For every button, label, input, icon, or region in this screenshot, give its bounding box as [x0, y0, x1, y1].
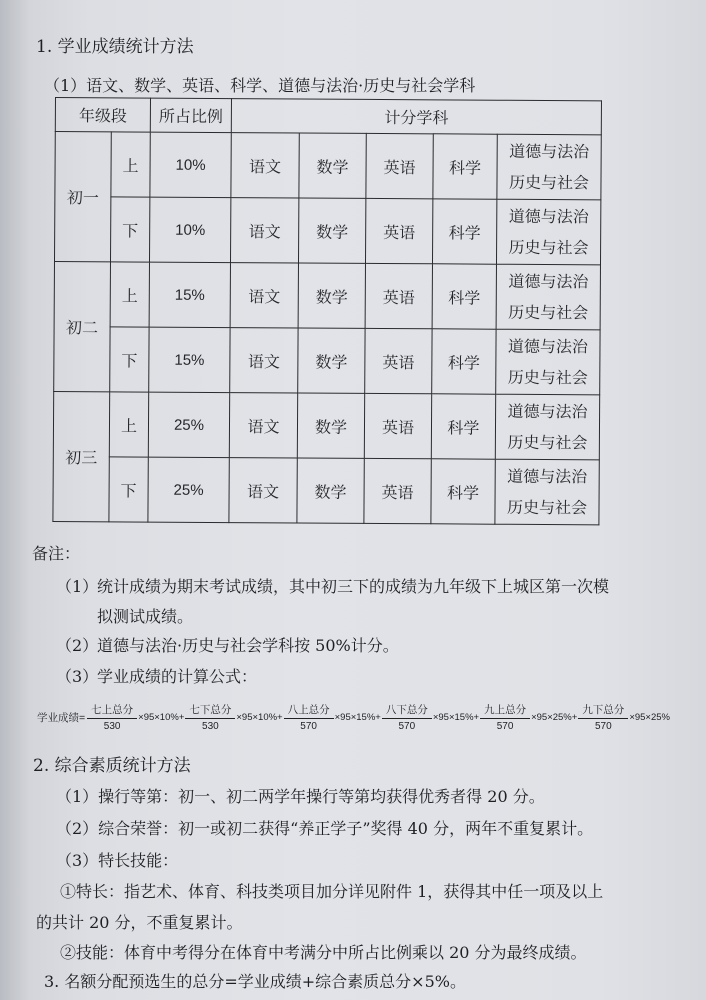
table-row — [53, 456, 599, 524]
note-2-num: （2） — [56, 636, 99, 655]
combined-subject-cell — [495, 459, 599, 525]
semester-cell: 上 — [109, 392, 148, 457]
subject-cell: 英语 — [365, 198, 432, 263]
numerator: 九上总分 — [480, 702, 530, 719]
note-1-line2: 拟测试成绩。 — [97, 607, 194, 626]
header-grade: 年级段 — [55, 98, 150, 133]
combined-line1: 道德与法治 — [507, 466, 588, 487]
ratio-cell: 25% — [148, 457, 229, 522]
combined-line2: 历史与社会 — [506, 497, 588, 518]
subject-cell: 科学 — [433, 134, 497, 199]
multiplier: ×95×15%+ — [432, 711, 480, 723]
grade-cell: 初三 — [53, 391, 110, 521]
semester-cell: 下 — [110, 327, 149, 392]
subject-cell: 英语 — [366, 133, 433, 198]
multiplier: ×95×25% — [629, 711, 670, 723]
ratio-cell: 15% — [149, 262, 230, 327]
combined-line1: 道德与法治 — [508, 271, 589, 292]
multiplier: ×95×15%+ — [334, 711, 381, 723]
table-row — [54, 326, 600, 394]
subject-cell: 数学 — [297, 393, 364, 458]
subject-cell: 英语 — [364, 393, 431, 458]
note-3-num: （3） — [56, 667, 99, 686]
subject-cell: 英语 — [364, 458, 431, 523]
numerator: 九下总分 — [578, 702, 628, 719]
grade-cell: 初二 — [54, 262, 111, 392]
combined-line1: 道德与法治 — [507, 401, 588, 422]
note-2-line1: 道德与法治·历史与社会学科按 50%计分。 — [97, 636, 399, 655]
table-row — [54, 197, 600, 265]
section2-item-1: （1）操行等第：初一、初二两学年操行等第均获得优秀者得 20 分。 — [56, 787, 545, 806]
numerator: 八上总分 — [284, 702, 334, 719]
ratio-cell: 15% — [149, 327, 230, 392]
combined-subject-cell — [496, 264, 600, 330]
multiplier: ×95×10%+ — [236, 711, 283, 723]
semester-cell: 下 — [110, 197, 149, 262]
table-row — [54, 262, 600, 330]
fraction — [284, 702, 334, 732]
subject-cell: 英语 — [365, 263, 432, 328]
fraction — [480, 702, 530, 732]
subject-cell: 英语 — [365, 328, 432, 393]
combined-subject-cell — [495, 394, 599, 460]
note-3-line1: 学业成绩的计算公式： — [97, 667, 258, 686]
subject-cell: 数学 — [298, 328, 365, 393]
ratio-cell: 10% — [149, 197, 230, 262]
notes-label: 备注： — [32, 544, 81, 563]
combined-subject-cell — [497, 134, 601, 200]
skill-line: ②技能：体育中考得分在体育中考满分中所占比例乘以 20 分为最终成绩。 — [60, 943, 587, 962]
subject-cell: 科学 — [432, 329, 496, 394]
subject-cell: 科学 — [431, 459, 495, 524]
formula-lhs: 学业成绩= — [37, 711, 86, 724]
numerator: 八下总分 — [382, 702, 432, 719]
specialty-line2: 的共计 20 分，不重复累计。 — [36, 913, 243, 932]
subject-cell: 科学 — [431, 394, 495, 459]
denominator: 570 — [496, 721, 514, 732]
denominator: 570 — [300, 721, 317, 732]
note-1-num: （1） — [56, 577, 99, 596]
semester-cell: 上 — [110, 262, 149, 327]
combined-line1: 道德与法治 — [509, 141, 590, 162]
fraction — [185, 702, 235, 732]
combined-subject-cell — [496, 199, 600, 265]
combined-line2: 历史与社会 — [507, 432, 588, 453]
subject-cell: 语文 — [229, 393, 297, 458]
score-weight-table — [52, 97, 602, 525]
combined-subject-cell — [496, 329, 600, 395]
multiplier: ×95×10%+ — [138, 711, 185, 723]
subject-cell: 科学 — [432, 199, 496, 264]
table-row — [55, 132, 601, 200]
header-ratio: 所占比例 — [150, 98, 231, 132]
semester-cell: 上 — [111, 132, 150, 197]
subject-cell: 科学 — [432, 264, 496, 329]
fraction — [87, 702, 137, 732]
subject-cell: 数学 — [298, 198, 365, 263]
fraction — [382, 702, 432, 732]
numerator: 七上总分 — [87, 702, 137, 719]
subject-cell: 数学 — [297, 458, 364, 523]
combined-line2: 历史与社会 — [508, 172, 590, 193]
section3-title: 3. 名额分配预选生的总分=学业成绩+综合素质总分×5%。 — [44, 972, 466, 991]
subject-cell: 语文 — [231, 133, 299, 198]
denominator: 570 — [594, 721, 612, 732]
section2-item-2: （2）综合荣誉：初一或初二获得“养正学子”奖得 40 分，两年不重复累计。 — [56, 819, 594, 838]
denominator: 570 — [398, 721, 416, 732]
ratio-cell: 25% — [148, 392, 229, 457]
numerator: 七下总分 — [185, 702, 235, 719]
specialty-line1: ①特长：指艺术、体育、科技类项目加分详见附件 1，获得其中任一项及以上 — [60, 882, 604, 901]
semester-cell: 下 — [109, 457, 148, 522]
table-row — [53, 391, 599, 459]
denominator: 530 — [103, 721, 121, 732]
combined-line1: 道德与法治 — [508, 206, 589, 227]
multiplier: ×95×25%+ — [531, 711, 578, 723]
academic-score-formula — [37, 702, 670, 732]
section2-item-3: （3）特长技能： — [56, 851, 179, 870]
subject-cell: 语文 — [230, 328, 298, 393]
fraction — [578, 702, 628, 732]
combined-line1: 道德与法治 — [507, 336, 589, 357]
subject-cell: 语文 — [229, 458, 297, 523]
section1-title: 1. 学业成绩统计方法 — [36, 37, 194, 57]
section1-subtitle: （1）语文、数学、英语、科学、道德与法治·历史与社会学科 — [44, 76, 476, 95]
grade-cell: 初一 — [54, 132, 111, 262]
subject-cell: 数学 — [299, 133, 366, 198]
combined-line2: 历史与社会 — [508, 302, 589, 323]
subject-cell: 语文 — [230, 198, 298, 263]
denominator: 530 — [202, 721, 219, 732]
note-1-line1: 统计成绩为期末考试成绩，其中初三下的成绩为九年级下上城区第一次模 — [97, 577, 610, 596]
section2-title: 2. 综合素质统计方法 — [33, 756, 191, 776]
subject-cell: 数学 — [298, 263, 365, 328]
header-subjects: 计分学科 — [231, 99, 601, 135]
combined-line2: 历史与社会 — [508, 237, 589, 258]
combined-line2: 历史与社会 — [507, 367, 588, 388]
subject-cell: 语文 — [230, 263, 298, 328]
ratio-cell: 10% — [150, 132, 231, 197]
